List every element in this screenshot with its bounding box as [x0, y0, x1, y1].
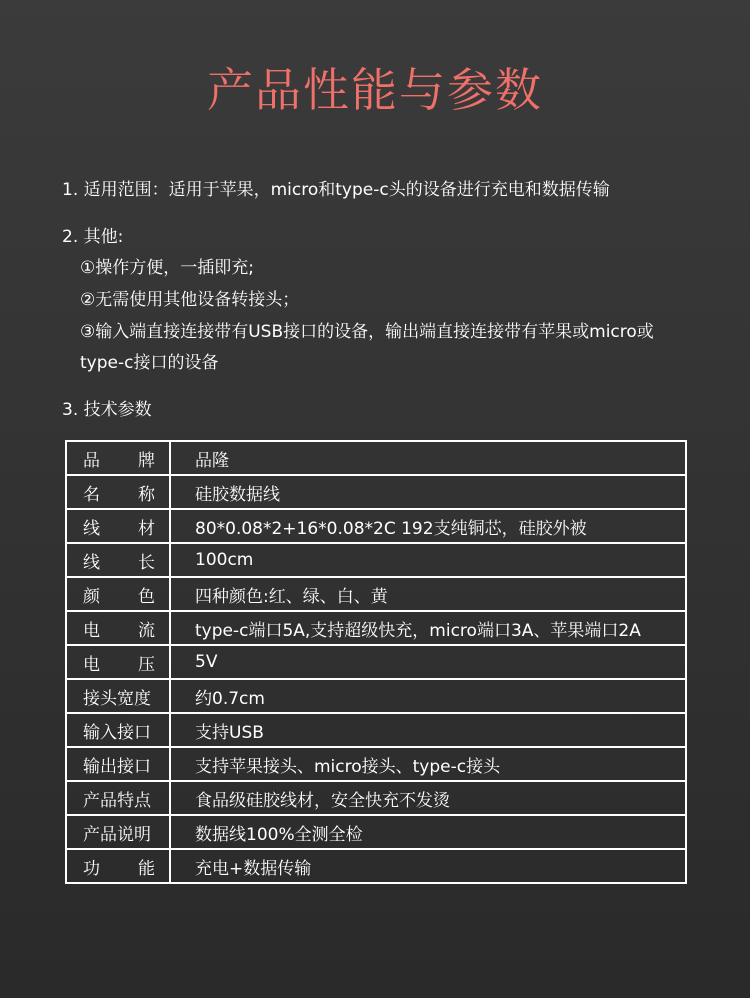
spec-key: 产品说明 [66, 815, 170, 849]
spec-key: 接头宽度 [66, 679, 170, 713]
spec-value: 约0.7cm [170, 679, 686, 713]
spec-value: 5V [170, 645, 686, 679]
spec-table [65, 440, 687, 884]
other-item-3: ③输入端直接连接带有USB接口的设备，输出端直接连接带有苹果或micro或 [80, 322, 654, 342]
table-row [66, 645, 686, 679]
spec-key: 名 称 [66, 475, 170, 509]
spec-value: 数据线100%全测全检 [170, 815, 686, 849]
spec-value: type-c端口5A,支持超级快充，micro端口3A、苹果端口2A [170, 611, 686, 645]
spec-value: 100cm [170, 543, 686, 577]
table-row [66, 815, 686, 849]
spec-value: 硅胶数据线 [170, 475, 686, 509]
spec-value: 品隆 [170, 441, 686, 475]
table-row [66, 781, 686, 815]
tech-params-heading: 3. 技术参数 [62, 400, 152, 420]
spec-value: 支持苹果接头、micro接头、type-c接头 [170, 747, 686, 781]
spec-key: 输出接口 [66, 747, 170, 781]
table-row [66, 747, 686, 781]
table-row [66, 849, 686, 883]
spec-key: 电 流 [66, 611, 170, 645]
spec-key: 品 牌 [66, 441, 170, 475]
other-heading: 2. 其他: [62, 227, 124, 247]
spec-key: 产品特点 [66, 781, 170, 815]
table-row [66, 543, 686, 577]
table-row [66, 509, 686, 543]
other-item-3-continued: type-c接口的设备 [80, 353, 219, 373]
table-row [66, 713, 686, 747]
spec-key: 颜 色 [66, 577, 170, 611]
table-row [66, 577, 686, 611]
spec-key: 线 长 [66, 543, 170, 577]
spec-key: 线 材 [66, 509, 170, 543]
spec-key: 功 能 [66, 849, 170, 883]
spec-value: 支持USB [170, 713, 686, 747]
spec-value: 80*0.08*2+16*0.08*2C 192支纯铜芯，硅胶外被 [170, 509, 686, 543]
other-item-2: ②无需使用其他设备转接头； [80, 290, 300, 310]
page-title: 产品性能与参数 [207, 63, 543, 117]
table-row [66, 679, 686, 713]
usage-scope-text: 1. 适用范围：适用于苹果，micro和type-c头的设备进行充电和数据传输 [62, 180, 610, 200]
table-row [66, 441, 686, 475]
spec-value: 食品级硅胶线材，安全快充不发烫 [170, 781, 686, 815]
other-item-1: ①操作方便，一插即充; [80, 258, 254, 278]
spec-value: 四种颜色:红、绿、白、黄 [170, 577, 686, 611]
spec-value: 充电+数据传输 [170, 849, 686, 883]
table-row [66, 475, 686, 509]
table-row [66, 611, 686, 645]
spec-key: 电 压 [66, 645, 170, 679]
spec-key: 输入接口 [66, 713, 170, 747]
